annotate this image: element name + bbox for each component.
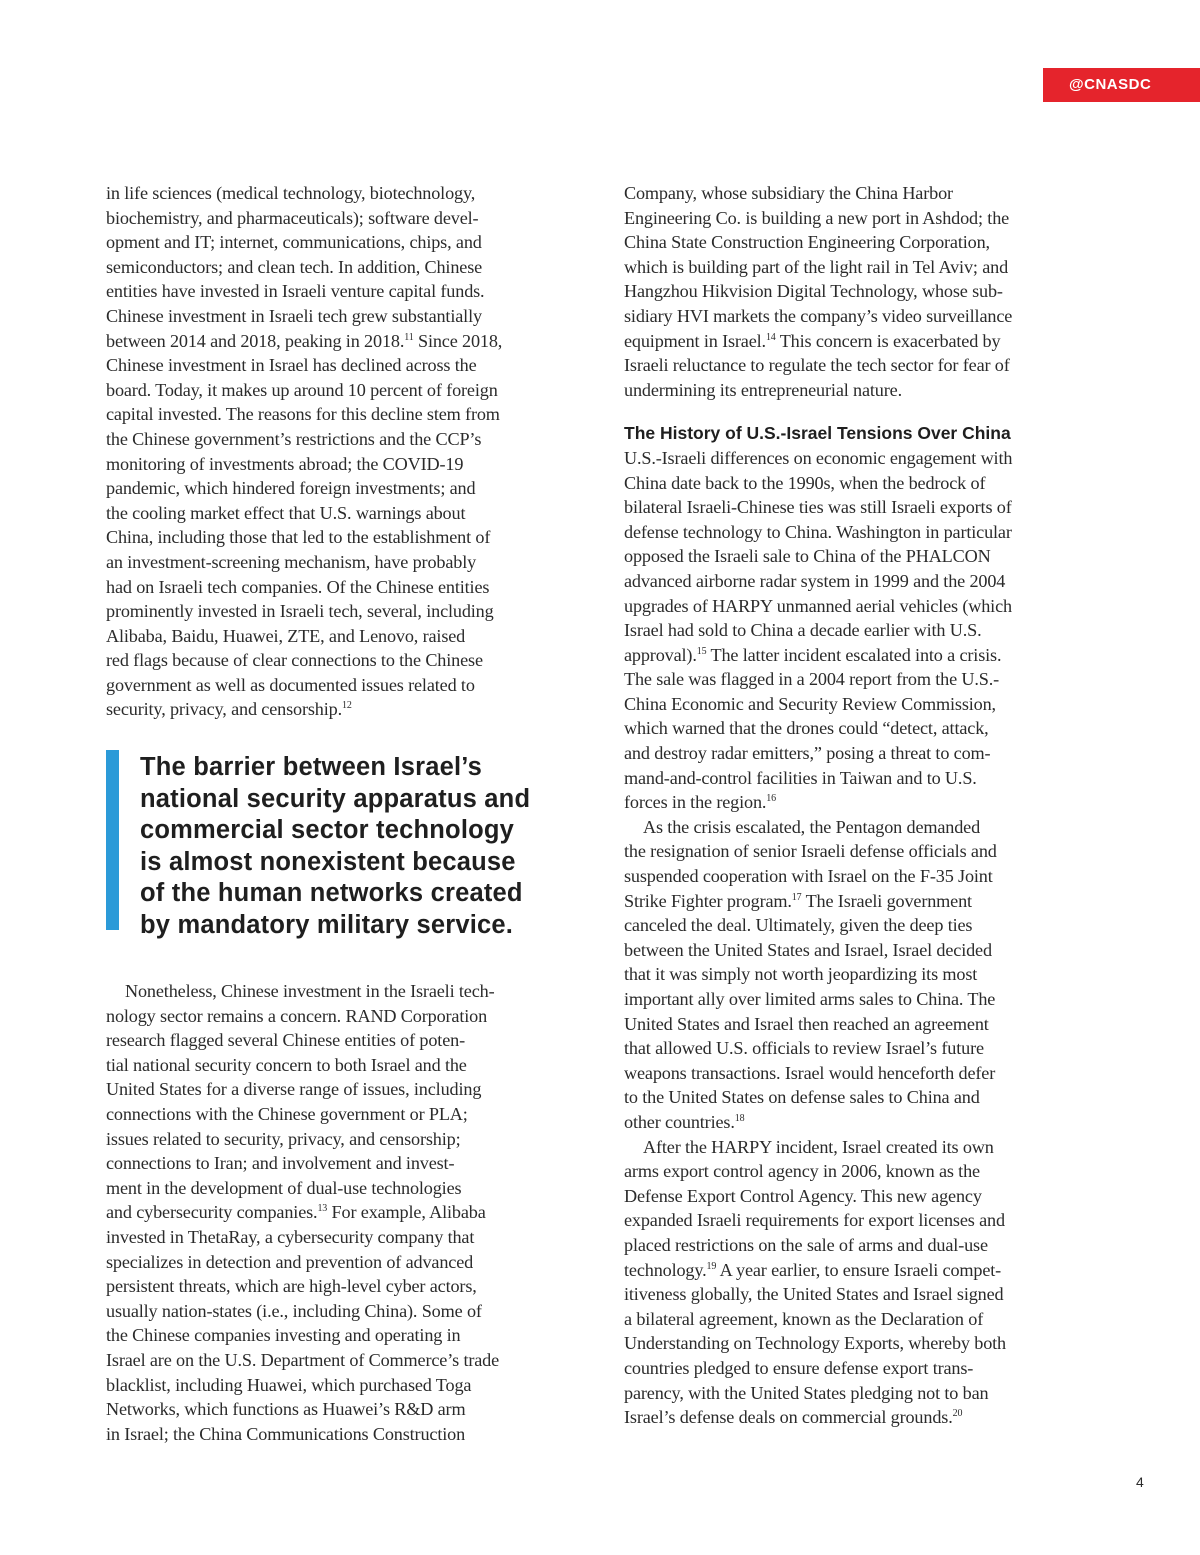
footnote-ref: 12: [341, 700, 352, 712]
footnote-ref: 11: [404, 331, 414, 343]
body-paragraph: Nonetheless, Chinese investment in the Israeli tech- nology sector remains a concern. RAND Corporation research flagged several Chinese entities of poten- tial national security concern to both Israel and the United States for a diverse range of issues, including connections with the Chinese government or PLA; issues related to security, privacy, and censorship; connections to Iran; and involvement and invest- ment in the development of dual-use technologies and cybersecurity companies.$^{13}$ For example, Alibaba invested in ThetaRay, a cybersecurity company that specializes in detection and prevention of advanced persistent threats, which are high-level cyber actors, usually nation-states (i.e., including China). Some of the Chinese companies investing and operating in Israel are on the U.S. Department of Commerce’s trade blacklist, including Huawei, which purchased Toga Networks, which functions as Huawei’s R&D arm in Israel; the China Communications Construction: [106, 981, 500, 1444]
right-column: [624, 181, 1082, 1430]
page-number: 4: [1136, 1474, 1144, 1490]
pull-quote: The barrier between Israel’s national security apparatus and commercial sector technology is almost nonexistent because of the human networks created by mandatory military service.: [106, 750, 568, 941]
pull-quote-bar: [106, 750, 119, 930]
body-paragraph: Company, whose subsidiary the China Harbor Engineering Co. is building a new port in Ashdod; the China State Construction Engineering Corporation, which is building part of the light rail in Tel Aviv; and Hangzhou Hikvision Digital Technology, whose sub- sidiary HVI markets the company’s video surveillance equipment in Israel.$^{14}$ This concern is exacerbated by Israeli reluctance to regulate the tech sector for fear of undermining its entrepreneurial nature.: [624, 183, 1013, 400]
body-paragraph: As the crisis escalated, the Pentagon demanded the resignation of senior Israeli defense officials and suspended cooperation with Israel on the F-35 Joint Strike Fighter program.$^{17}$ The Israeli government canceled the deal. Ultimately, given the deep ties between the United States and Israel, Israel decided that it was simply not worth jeopardizing its most important ally over limited arms sales to China. The United States and Israel then reached an agreement that allowed U.S. officials to review Israel’s future weapons transactions. Israel would henceforth defer to the United States on defense sales to China and other countries.$^{18}$: [624, 816, 997, 1132]
footnote-ref: 19: [706, 1260, 717, 1272]
footnote-ref: 14: [765, 331, 776, 343]
left-column: [106, 181, 568, 1446]
footnote-ref: 13: [317, 1203, 328, 1215]
section-heading: The History of U.S.-Israel Tensions Over China: [624, 423, 1011, 444]
body-paragraph: U.S.-Israeli differences on economic engagement with China date back to the 1990s, when the bedrock of bilateral Israeli-Chinese ties was still Israeli exports of defense technology to China. Washington in particular opposed the Israeli sale to China of the PHALCON advanced airborne radar system in 1999 and the 2004 upgrades of HARPY unmanned aerial vehicles (which Israel had sold to China a decade earlier with U.S. approval).$^{15}$ The latter incident escalated into a crisis. The sale was flagged in a 2004 report from the U.S.- China Economic and Security Review Commission, which warned that the drones could “detect, attack, and destroy radar emitters,” posing a threat to com- mand-and-control facilities in Taiwan and to U.S. forces in the region.$^{16}$: [624, 447, 1013, 813]
footnote-ref: 18: [734, 1112, 745, 1124]
body-paragraph: After the HARPY incident, Israel created its own arms export control agency in 2006, known as the Defense Export Control Agency. This new agency expanded Israeli requirements for export licenses and placed restrictions on the sale of arms and dual-use technology.$^{19}$ A year earlier, to ensure Israeli compet- itiveness globally, the United States and Israel signed a bilateral agreement, known as the Declaration of Understanding on Technology Exports, whereby both countries pledged to ensure defense export trans- parency, with the United States pledging not to ban Israel’s defense deals on commercial grounds.$^{20}$: [624, 1136, 1007, 1428]
footnote-ref: 20: [952, 1408, 963, 1420]
footnote-ref: 17: [791, 891, 802, 903]
twitter-handle-tag: @CNASDC: [1043, 68, 1200, 102]
body-paragraph: in life sciences (medical technology, biotechnology, biochemistry, and pharmaceuticals); software devel- opment and IT; internet, communications, chips, and semiconductors; and clean tech. In addition, Chinese entities have invested in Israeli venture capital funds. Chinese investment in Israeli tech grew substantially between 2014 and 2018, peaking in 2018.11 Since 2018, Chinese investment in Israel has declined across the board. Today, it makes up around 10 percent of foreign capital invested. The reasons for this decline stem from the Chinese government’s restrictions and the CCP’s monitoring of investments abroad; the COVID-19 pandemic, which hindered foreign investments; and the cooling market effect that U.S. warnings about China, including those that led to the establishment of an investment-screening mechanism, have probably had on Israeli tech companies. Of the Chinese entities prominently invested in Israeli tech, several, including Alibaba, Baidu, Huawei, ZTE, and Lenovo, raised red flags because of clear connections to the Chinese government as well as documented issues related to security, privacy, and censorship.$^{12}$: [106, 183, 503, 720]
footnote-ref: 15: [696, 645, 707, 657]
footnote-ref: 16: [766, 793, 776, 805]
